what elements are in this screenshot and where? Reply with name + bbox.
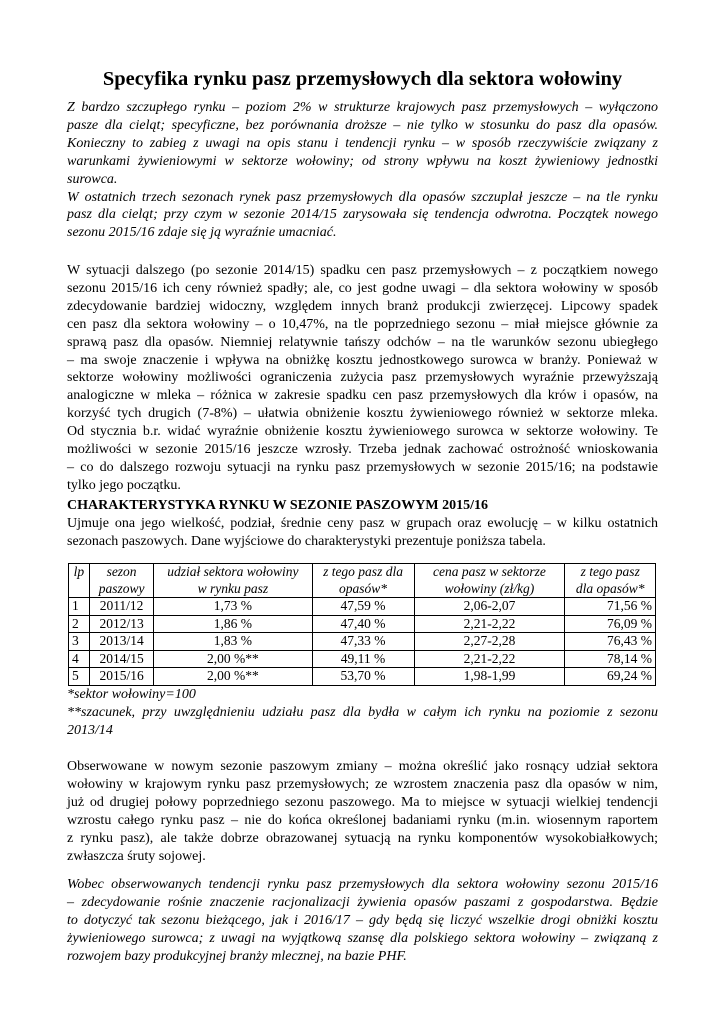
table-cell: 2,00 %**	[154, 650, 312, 668]
footnote: 2013/14	[67, 722, 113, 738]
text-line: W sytuacji dalszego (po sezonie 2014/15) spadku cen pasz przemysłowych – z początkiem nowego	[67, 263, 658, 278]
table-cell: 53,70 %	[312, 668, 414, 686]
table-cell: 76,43 %	[565, 633, 656, 651]
text-line: możliwości w sezonie 2015/16 jeszcze wzrosły. Trzeba jednak zachować ostrożność wnioskowania	[67, 442, 658, 458]
table-cell: 78,14 %	[565, 650, 656, 668]
text-line: sezonach paszowych. Dane wyjściowe do charakterystyki prezentuje poniższa tabela.	[67, 533, 546, 549]
column-header-feed-price: cena pasz w sektorze wołowiny (zł/kg)	[414, 564, 565, 598]
table-row	[69, 633, 656, 651]
text-line: to dotyczyć tak sezonu bieżącego, jak i 2016/17 – gdy będą się liczyć wszelkie drogi obniżki kosztu	[67, 912, 658, 928]
text-line: sezonu 2015/16 zdaje się ją wyraźnie umacniać.	[67, 225, 337, 241]
text-line: zwłaszcza śruty sojowej.	[67, 848, 206, 864]
table-row	[69, 668, 656, 686]
table-cell: 2011/12	[89, 598, 154, 616]
text-line: wołowiny w krajowym rynku pasz przemysłowych; ze wzrostem znaczenia pasz dla opasów w nim,	[67, 776, 658, 792]
market-situation-paragraph	[67, 262, 658, 495]
section-heading: CHARAKTERYSTYKA RYNKU W SEZONIE PASZOWYM 2015/16	[67, 498, 489, 513]
table-cell: 1,86 %	[154, 615, 312, 633]
table-row	[69, 598, 656, 616]
observations-paragraph	[67, 758, 658, 865]
table-cell: 2,06-2,07	[414, 598, 565, 616]
table-cell: 49,11 %	[312, 650, 414, 668]
text-line: z rynku pasz), ale także dobrze obrazowanej sytuacją na rynku komponentów wysokobiałkowych;	[67, 830, 658, 846]
text-line: – zdecydowanie rośnie znaczenie racjonalizacji żywienia opasów paszami z gospodarstwa. Będzie	[67, 894, 658, 910]
text-line: już od drugiej połowy poprzedniego sezonu paszowego. Ma to miejsce w sytuacji wielkiej tendencji	[67, 794, 658, 810]
intro-paragraph	[67, 99, 658, 242]
table-footnotes	[67, 686, 658, 740]
text-line: Ujmuje ona jego wielkość, podział, średnie ceny pasz w grupach oraz ewolucję – w kilku ostatnich	[67, 516, 658, 531]
table-cell: 4	[69, 650, 90, 668]
table-cell: 47,59 %	[312, 598, 414, 616]
text-line: warunkami żywieniowymi w sektorze wołowiny; od strony wpływu na koszt żywieniowy jednostki	[67, 153, 658, 169]
column-header-lp: lp	[69, 564, 90, 598]
text-line: zdecydowanie bardziej widoczny, względem innych branż produkcji zwierzęcej. Lipcowy spadek	[67, 298, 658, 314]
text-line: cen pasz dla sektora wołowiny – o 10,47%, na tle poprzedniego sezonu – miał miejsce głównie za	[67, 316, 658, 332]
text-line: analogiczne w mleka – różnica w zakresie spadku cen pasz przemysłowych dla krów i opasów, na	[67, 388, 658, 404]
table-row	[69, 650, 656, 668]
section-intro-paragraph	[67, 515, 658, 551]
text-line: W ostatnich trzech sezonach rynek pasz przemysłowych dla opasów szczuplał jeszcze – na tle rynku	[67, 189, 658, 205]
table-header-row	[69, 564, 656, 598]
text-line: Z bardzo szczupłego rynku – poziom 2% w strukturze krajowych pasz przemysłowych – wyłączono	[67, 100, 658, 115]
table-cell: 1,83 %	[154, 633, 312, 651]
document-title: Specyfika rynku pasz przemysłowych dla sektora wołowiny	[102, 68, 623, 90]
column-header-season: sezon paszowy	[89, 564, 154, 598]
table-cell: 2012/13	[89, 615, 154, 633]
table-cell: 5	[69, 668, 90, 686]
text-line: – ma swoje znaczenie i wpływa na obniżkę kosztu jednostkowego surowca w branży. Ponieważ w	[67, 352, 658, 368]
table-cell: 2013/14	[89, 633, 154, 651]
footnote: *sektor wołowiny=100	[67, 687, 196, 702]
table-cell: 2015/16	[89, 668, 154, 686]
text-line: pasz dla cieląt; przy czym w sezonie 2014/15 zarysowała się tendencja odwrotna. Początek nowego	[67, 207, 658, 223]
table-cell: 76,09 %	[565, 615, 656, 633]
table-cell: 1,98-1,99	[414, 668, 565, 686]
table-cell: 47,40 %	[312, 615, 414, 633]
text-line: rozwojem bazy produkcyjnej branży mlecznej, na bazie PHF.	[67, 948, 407, 964]
text-line: Obserwowane w nowym sezonie paszowym zmiany – można określić jako rosnący udział sektora	[67, 759, 658, 774]
table-cell: 2,21-2,22	[414, 615, 565, 633]
column-header-fattening-price-share: z tego pasz dla opasów*	[565, 564, 656, 598]
text-line: surowca.	[67, 171, 118, 187]
column-header-beef-share: udział sektora wołowiny w rynku pasz	[154, 564, 312, 598]
table-cell: 1,73 %	[154, 598, 312, 616]
text-line: – co do dalszego rozwoju sytuacji na rynku pasz przemysłowych w sezonie 2015/16; na podstawie	[67, 459, 658, 475]
text-line: sezonu 2015/16 ich ceny również spadły; ale, co jest godne uwagi – dla sektora wołowiny w sposób	[67, 280, 658, 296]
table-cell: 1	[69, 598, 90, 616]
text-line: sektorze wołowiny możliwości ograniczenia zużycia pasz przemysłowych wyraźnie przewyższają	[67, 370, 658, 386]
text-line: Od stycznia b.r. widać wyraźnie obniżenie kosztu żywieniowego surowca w sektorze wołowiny. Te	[67, 424, 658, 440]
table-cell: 2,27-2,28	[414, 633, 565, 651]
text-line: korzyść tych drugich (7-8%) – ułatwia obniżenie kosztu żywieniowego również w sektorze mleka.	[67, 406, 658, 422]
conclusion-paragraph	[67, 876, 658, 966]
text-line: pasze dla cieląt; specyficzne, bez porównania droższe – nie tylko w stosunku do pasz dla opasów.	[67, 117, 658, 133]
text-line: Wobec obserwowanych tendencji rynku pasz przemysłowych dla sektora wołowiny sezonu 2015/16	[67, 877, 658, 892]
table-cell: 2,21-2,22	[414, 650, 565, 668]
table-cell: 3	[69, 633, 90, 651]
table-row	[69, 615, 656, 633]
table-cell: 2	[69, 615, 90, 633]
text-line: sprawą pasz dla opasów. Niemniej relatywnie tańszy odchów – na tle warunków sezonu ubiegłego	[67, 334, 658, 350]
table-cell: 47,33 %	[312, 633, 414, 651]
text-line: Konieczny to zabieg z uwagi na opis stanu i tendencji rynku – w sposób rzeczywiście związany z	[67, 135, 658, 151]
market-data-table	[68, 563, 656, 686]
table-cell: 71,56 %	[565, 598, 656, 616]
table-cell: 2014/15	[89, 650, 154, 668]
footnote: **szacunek, przy uwzględnieniu udziału pasz dla bydła w całym ich rynku na poziomie z sezonu	[67, 704, 658, 720]
table-cell: 69,24 %	[565, 668, 656, 686]
column-header-fattening-share: z tego pasz dla opasów*	[312, 564, 414, 598]
table-cell: 2,00 %**	[154, 668, 312, 686]
text-line: żywieniowego surowca; z uwagi na wyjątkową szansę dla polskiego sektora wołowiny – związaną z	[67, 930, 658, 946]
text-line: wzrostu całego rynku pasz – nie do końca określonej badaniami rynku (m.in. wiosennym raportem	[67, 812, 658, 828]
text-line: tylko jego początku.	[67, 477, 181, 493]
